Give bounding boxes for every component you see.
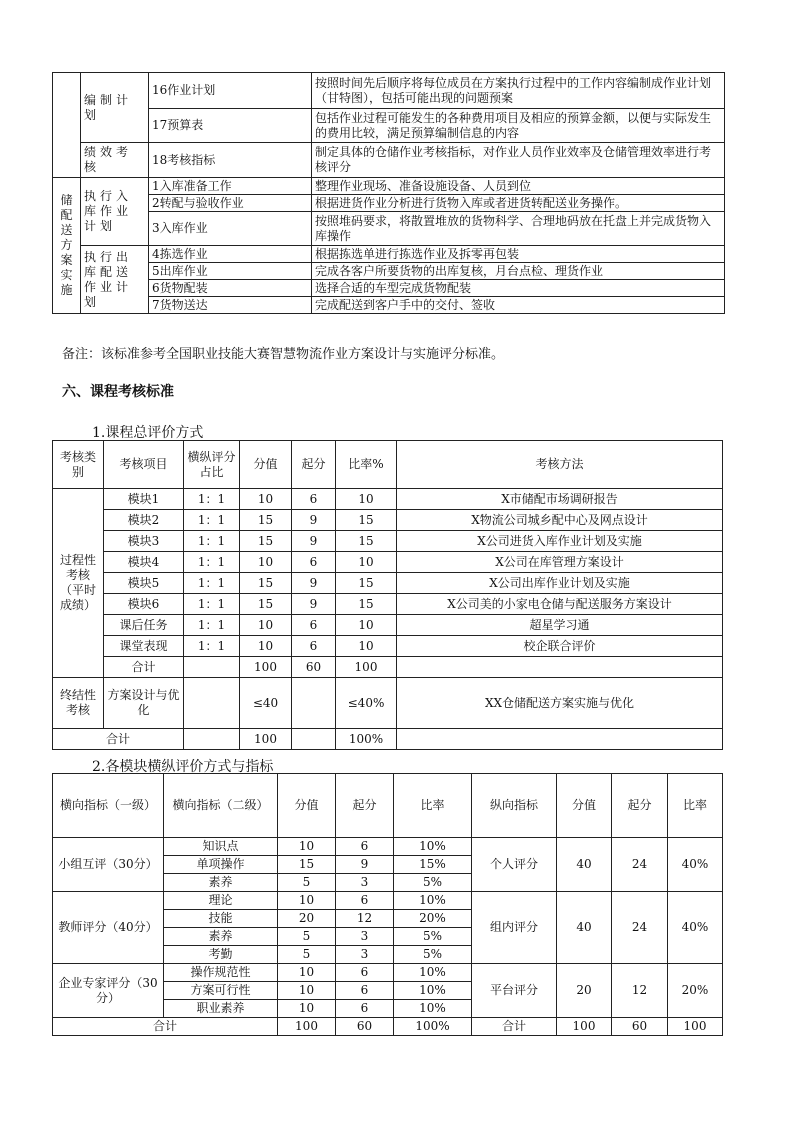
v-start-cell: 12 — [612, 964, 668, 1018]
plan-item: 5出库作业 — [149, 263, 312, 280]
method-cell: X市储配市场调研报告 — [397, 489, 723, 510]
method-cell: X物流公司城乡配中心及网点设计 — [397, 510, 723, 531]
plan-desc: 按照时间先后顺序将每位成员在方案执行过程中的工作内容编制成作业计划（甘特图），包括可能出现的问题预案 — [312, 73, 725, 109]
sub-indicator: 方案可行性 — [164, 982, 278, 1000]
plan-desc: 整理作业现场、准备设施设备、人员到位 — [312, 178, 725, 195]
blank-cell — [397, 657, 723, 678]
ratio-cell: 1：1 — [184, 636, 240, 657]
sub-indicator: 知识点 — [164, 838, 278, 856]
plan-item: 7货物送达 — [149, 297, 312, 314]
start-cell: 9 — [336, 856, 394, 874]
start-cell: 9 — [292, 573, 336, 594]
header-cell: 起分 — [612, 774, 668, 838]
plan-desc: 完成各客户所要货物的出库复核，月台点检、理货作业 — [312, 263, 725, 280]
score-cell: 100 — [240, 729, 292, 750]
v-start-cell: 24 — [612, 892, 668, 964]
score-cell: 15 — [240, 594, 292, 615]
plan-desc: 按照堆码要求，将散置堆放的货物科学、合理地码放在托盘上并完成货物入库操作 — [312, 212, 725, 246]
start-cell: 12 — [336, 910, 394, 928]
score-cell: 10 — [278, 1000, 336, 1018]
start-cell: 6 — [292, 552, 336, 573]
method-cell: X公司进货入库作业计划及实施 — [397, 531, 723, 552]
group-label: 教师评分（40分） — [53, 892, 164, 964]
start-cell: 3 — [336, 946, 394, 964]
plan-item: 17预算表 — [149, 109, 312, 143]
method-cell: X公司美的小家电仓储与配送服务方案设计 — [397, 594, 723, 615]
sub-indicator: 理论 — [164, 892, 278, 910]
subtotal-label: 合计 — [104, 657, 184, 678]
blank-cell — [292, 678, 336, 729]
plan-item: 2转配与验收作业 — [149, 195, 312, 212]
blank-cell — [184, 729, 240, 750]
ratio-cell: 1：1 — [184, 552, 240, 573]
method-cell: XX仓储配送方案实施与优化 — [397, 678, 723, 729]
blank-cell — [184, 657, 240, 678]
v-rate-cell: 100 — [668, 1018, 723, 1036]
plan-category: 绩效考核 — [81, 143, 149, 178]
plan-desc: 选择合适的车型完成货物配装 — [312, 280, 725, 297]
rate-cell: 10 — [336, 552, 397, 573]
header-cell: 比率 — [394, 774, 472, 838]
rate-cell: 20% — [394, 910, 472, 928]
sub-indicator: 职业素养 — [164, 1000, 278, 1018]
group-label: 终结性考核 — [53, 678, 104, 729]
start-cell: 6 — [336, 1000, 394, 1018]
plan-desc: 制定具体的仓储作业考核指标，对作业人员作业效率及仓储管理效率进行考核评分 — [312, 143, 725, 178]
start-cell: 6 — [336, 838, 394, 856]
note-text: 备注：该标准参考全国职业技能大赛智慧物流作业方案设计与实施评分标准。 — [62, 347, 505, 362]
score-cell: 10 — [278, 964, 336, 982]
blank-cell — [53, 73, 81, 178]
rate-cell: 15 — [336, 531, 397, 552]
v-score-cell: 100 — [557, 1018, 612, 1036]
v-rate-cell: 40% — [668, 838, 723, 892]
rate-cell: 15 — [336, 573, 397, 594]
v-rate-cell: 20% — [668, 964, 723, 1018]
header-cell: 起分 — [292, 441, 336, 489]
plan-category: 执行出库配送作业计划 — [81, 246, 149, 314]
item-cell: 模块1 — [104, 489, 184, 510]
blank-cell — [397, 729, 723, 750]
item-cell: 方案设计与优化 — [104, 678, 184, 729]
start-cell: 6 — [292, 489, 336, 510]
start-cell: 6 — [292, 615, 336, 636]
header-cell: 横纵评分占比 — [184, 441, 240, 489]
header-cell: 横向指标（二级） — [164, 774, 278, 838]
start-cell: 6 — [292, 636, 336, 657]
rate-cell: 100% — [336, 729, 397, 750]
plan-item: 18考核指标 — [149, 143, 312, 178]
start-cell: 60 — [292, 657, 336, 678]
header-cell: 考核项目 — [104, 441, 184, 489]
group-label: 过程性考核（平时成绩） — [53, 489, 104, 678]
start-cell: 60 — [336, 1018, 394, 1036]
item-cell: 模块4 — [104, 552, 184, 573]
start-cell: 9 — [292, 510, 336, 531]
header-cell: 分值 — [278, 774, 336, 838]
item-cell: 模块3 — [104, 531, 184, 552]
rate-cell: 15 — [336, 510, 397, 531]
ratio-cell: 1：1 — [184, 489, 240, 510]
start-cell: 3 — [336, 874, 394, 892]
rate-cell: 15% — [394, 856, 472, 874]
ratio-cell: 1：1 — [184, 531, 240, 552]
sub-indicator: 操作规范性 — [164, 964, 278, 982]
score-cell: 15 — [278, 856, 336, 874]
header-cell: 横向指标（一级） — [53, 774, 164, 838]
rate-cell: 10% — [394, 892, 472, 910]
vertical-indicator: 平台评分 — [472, 964, 557, 1018]
ratio-cell: 1：1 — [184, 510, 240, 531]
method-cell: X公司在库管理方案设计 — [397, 552, 723, 573]
item-cell: 模块6 — [104, 594, 184, 615]
rate-cell: 5% — [394, 874, 472, 892]
subsection-heading: 1.课程总评价方式 — [92, 425, 204, 441]
sub-indicator: 考勤 — [164, 946, 278, 964]
v-score-cell: 40 — [557, 838, 612, 892]
group-label: 小组互评（30分） — [53, 838, 164, 892]
plan-item: 6货物配装 — [149, 280, 312, 297]
item-cell: 课后任务 — [104, 615, 184, 636]
score-cell: ≤40 — [240, 678, 292, 729]
score-cell: 5 — [278, 946, 336, 964]
header-cell: 比率% — [336, 441, 397, 489]
plan-table — [52, 72, 725, 314]
vertical-indicator: 组内评分 — [472, 892, 557, 964]
method-cell: 校企联合评价 — [397, 636, 723, 657]
start-cell: 9 — [292, 531, 336, 552]
header-cell: 比率 — [668, 774, 723, 838]
subsection-heading: 2.各模块横纵评价方式与指标 — [92, 759, 274, 775]
method-cell: X公司出库作业计划及实施 — [397, 573, 723, 594]
score-cell: 10 — [240, 552, 292, 573]
sub-indicator: 素养 — [164, 928, 278, 946]
score-cell: 15 — [240, 531, 292, 552]
rate-cell: 10% — [394, 838, 472, 856]
header-cell: 分值 — [557, 774, 612, 838]
rate-cell: 100 — [336, 657, 397, 678]
score-cell: 15 — [240, 510, 292, 531]
ratio-cell: 1：1 — [184, 615, 240, 636]
plan-item: 1入库准备工作 — [149, 178, 312, 195]
overall-eval-table — [52, 440, 723, 750]
score-cell: 100 — [240, 657, 292, 678]
score-cell: 10 — [278, 982, 336, 1000]
rate-cell: 10% — [394, 964, 472, 982]
v-start-cell: 24 — [612, 838, 668, 892]
total-label: 合计 — [53, 729, 184, 750]
plan-item: 4拣选作业 — [149, 246, 312, 263]
start-cell: 6 — [336, 892, 394, 910]
header-cell: 考核类别 — [53, 441, 104, 489]
rate-cell: 5% — [394, 946, 472, 964]
section-heading: 六、课程考核标准 — [62, 384, 174, 400]
blank-cell — [184, 678, 240, 729]
v-total-label: 合计 — [472, 1018, 557, 1036]
total-label: 合计 — [53, 1018, 278, 1036]
rate-cell: 5% — [394, 928, 472, 946]
rate-cell: 15 — [336, 594, 397, 615]
score-cell: 5 — [278, 928, 336, 946]
method-cell: 超星学习通 — [397, 615, 723, 636]
score-cell: 10 — [240, 615, 292, 636]
item-cell: 模块5 — [104, 573, 184, 594]
rate-cell: 100% — [394, 1018, 472, 1036]
section-label: 储配送方案实施 — [53, 178, 81, 314]
plan-category: 执行入库作业计划 — [81, 178, 149, 246]
rate-cell: ≤40% — [336, 678, 397, 729]
header-cell: 考核方法 — [397, 441, 723, 489]
score-cell: 15 — [240, 573, 292, 594]
ratio-cell: 1：1 — [184, 594, 240, 615]
plan-item: 16作业计划 — [149, 73, 312, 109]
rate-cell: 10 — [336, 636, 397, 657]
score-cell: 10 — [240, 636, 292, 657]
plan-desc: 包括作业过程可能发生的各种费用项目及相应的预算金额，以便与实际发生的费用比较，满足预算编制信息的内容 — [312, 109, 725, 143]
score-cell: 10 — [278, 838, 336, 856]
start-cell: 6 — [336, 964, 394, 982]
rate-cell: 10 — [336, 489, 397, 510]
plan-desc: 根据拣选单进行拣选作业及拆零再包装 — [312, 246, 725, 263]
score-cell: 10 — [240, 489, 292, 510]
start-cell: 3 — [336, 928, 394, 946]
rate-cell: 10 — [336, 615, 397, 636]
item-cell: 课堂表现 — [104, 636, 184, 657]
group-label: 企业专家评分（30分） — [53, 964, 164, 1018]
score-cell: 5 — [278, 874, 336, 892]
plan-category: 编制计划 — [81, 73, 149, 143]
item-cell: 模块2 — [104, 510, 184, 531]
start-cell: 9 — [292, 594, 336, 615]
ratio-cell: 1：1 — [184, 573, 240, 594]
sub-indicator: 单项操作 — [164, 856, 278, 874]
vertical-indicator: 个人评分 — [472, 838, 557, 892]
v-start-cell: 60 — [612, 1018, 668, 1036]
rate-cell: 10% — [394, 982, 472, 1000]
header-cell: 分值 — [240, 441, 292, 489]
score-cell: 100 — [278, 1018, 336, 1036]
v-rate-cell: 40% — [668, 892, 723, 964]
sub-indicator: 技能 — [164, 910, 278, 928]
rate-cell: 10% — [394, 1000, 472, 1018]
v-score-cell: 20 — [557, 964, 612, 1018]
plan-desc: 根据进货作业分析进行货物入库或者进货转配送业务操作。 — [312, 195, 725, 212]
sub-indicator: 素养 — [164, 874, 278, 892]
plan-item: 3入库作业 — [149, 212, 312, 246]
plan-desc: 完成配送到客户手中的交付、签收 — [312, 297, 725, 314]
header-cell: 起分 — [336, 774, 394, 838]
score-cell: 20 — [278, 910, 336, 928]
blank-cell — [292, 729, 336, 750]
module-eval-table — [52, 773, 723, 1036]
score-cell: 10 — [278, 892, 336, 910]
header-cell: 纵向指标 — [472, 774, 557, 838]
start-cell: 6 — [336, 982, 394, 1000]
v-score-cell: 40 — [557, 892, 612, 964]
